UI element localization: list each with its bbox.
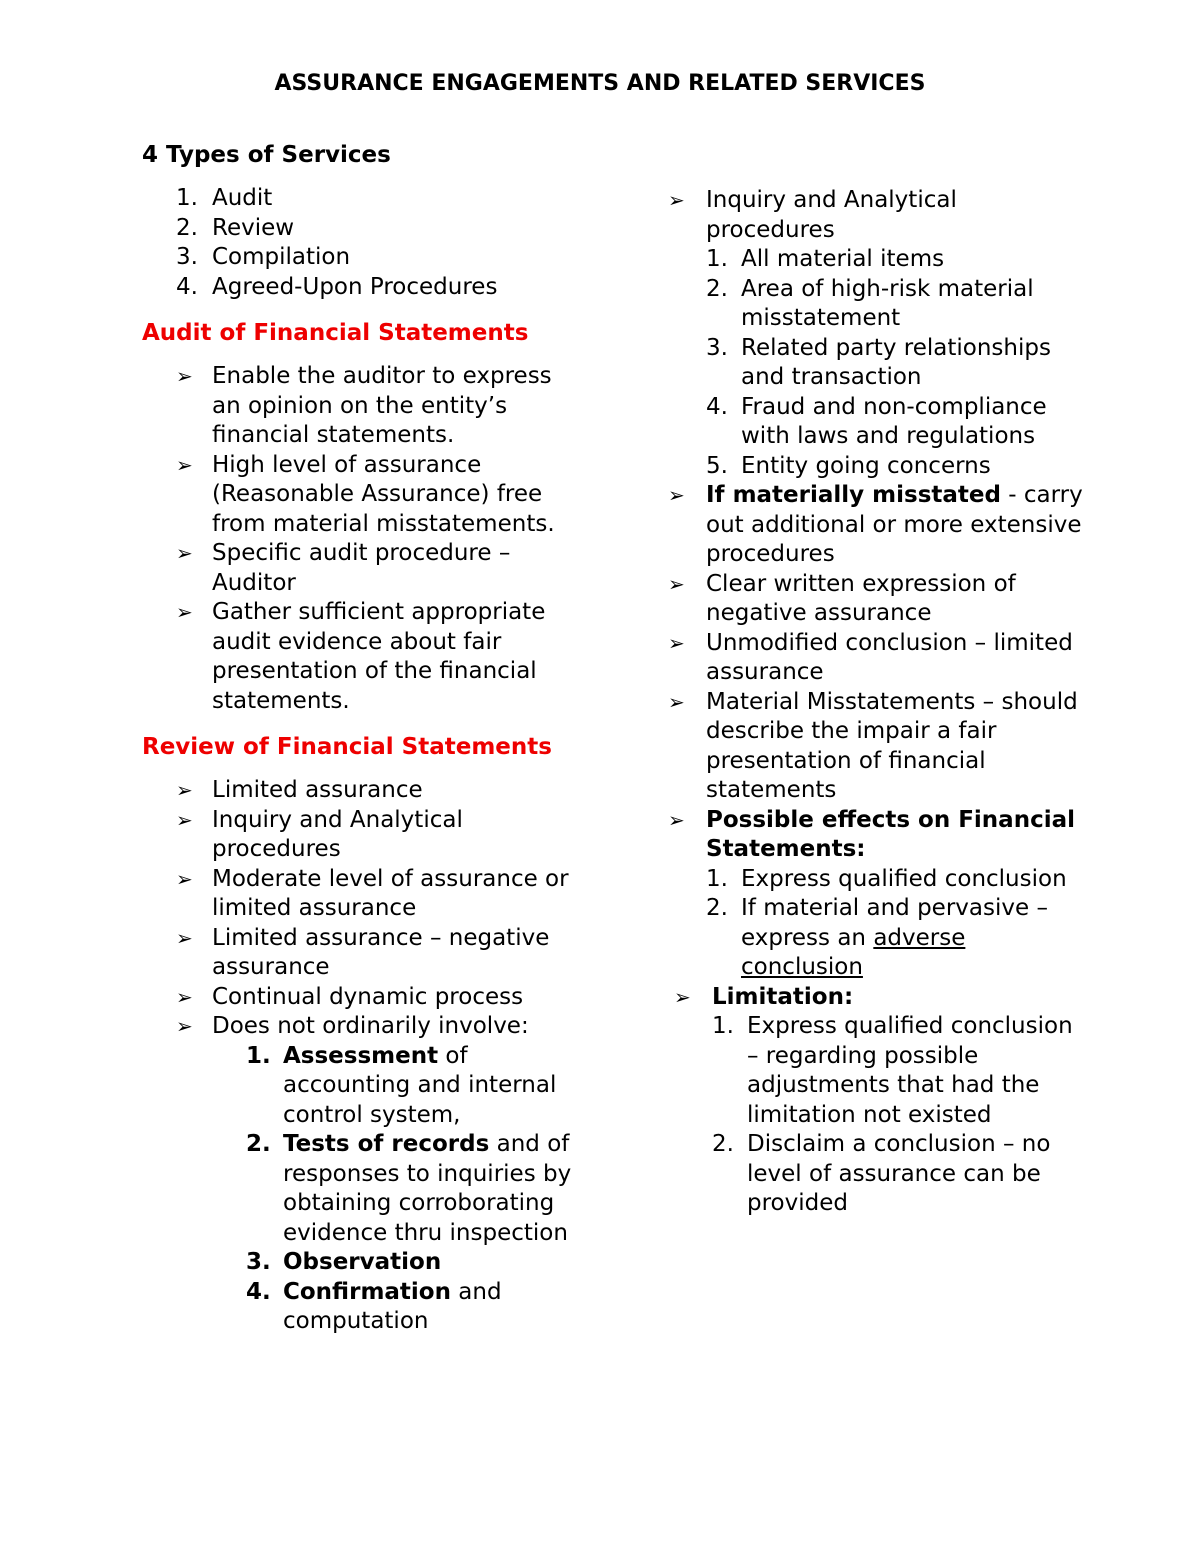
types-heading: 4 Types of Services [142, 142, 391, 168]
list-item: 3. Compilation [176, 244, 351, 270]
arrow-bullet-icon: ➢ [176, 984, 193, 1009]
list-item: 1. Express qualified conclusion [706, 865, 1067, 892]
arrow-bullet-icon: ➢ [176, 1014, 193, 1038]
list-item: 4. Fraud and non-compliance with laws and regulations [706, 393, 1047, 449]
list-item: 2. Area of high-risk material misstatement [706, 275, 1034, 331]
document-title: ASSURANCE ENGAGEMENTS AND RELATED SERVICES [274, 71, 926, 96]
list-item: ➢ Clear written expression of negative assurance [668, 570, 1016, 626]
list-item: ➢ Material Misstatements – should describe the impair a fair presentation of financial statements [668, 688, 1078, 803]
list-item: 2. Tests of records and of responses to inquiries by obtaining corroborating evidence thru inspection [246, 1131, 572, 1246]
inquiry-list [668, 186, 1088, 245]
arrow-bullet-icon: ➢ [668, 483, 685, 507]
not-involve-list [142, 1042, 582, 1337]
list-item: ➢ Limited assurance – negative assurance [176, 924, 550, 980]
list-item: ➢ If materially misstated - carry out additional or more extensive procedures [668, 482, 1083, 567]
list-item: ➢ Possible effects on Financial Statements: [668, 806, 1075, 862]
list-item: ➢ Limitation: [668, 983, 1088, 1013]
arrow-bullet-icon: ➢ [176, 364, 193, 388]
list-item: ➢ High level of assurance (Reasonable Assurance) free from material misstatements. [176, 451, 555, 537]
list-item: ➢ Inquiry and Analytical procedures [176, 806, 463, 862]
list-item: ➢ Inquiry and Analytical procedures [668, 187, 957, 243]
audit-heading: Audit of Financial Statements [142, 320, 529, 346]
effects-list [668, 865, 1088, 983]
list-item: ➢ Enable the auditor to express an opinion on the entity’s financial statements. [176, 363, 552, 448]
list-item: 2. Review [176, 214, 295, 241]
review-list [142, 776, 582, 1042]
list-item: ➢ Specific audit procedure – Auditor [176, 540, 511, 596]
limitation-list [668, 1012, 1088, 1219]
list-item: 3. Related party relationships and transaction [706, 334, 1051, 390]
list-item: 2. Disclaim a conclusion – no level of assurance can be provided [712, 1131, 1051, 1216]
list-item: 1. Assessment of accounting and internal control system, [246, 1042, 557, 1128]
limitation-heading-list [668, 983, 1088, 1013]
arrow-bullet-icon: ➢ [176, 925, 193, 950]
arrow-bullet-icon: ➢ [176, 866, 193, 891]
list-item: 4. Confirmation and computation [246, 1278, 502, 1334]
list-item: 3. Observation [246, 1249, 442, 1275]
arrow-bullet-icon: ➢ [176, 778, 193, 802]
right-column [668, 186, 1088, 1219]
list-item: 1. All material items [706, 246, 945, 272]
list-item: 5. Entity going concerns [706, 452, 991, 479]
list-item: 1. Audit [176, 185, 273, 211]
list-item: ➢ Does not ordinarily involve: [142, 1012, 582, 1042]
list-item: 4. Agreed-Upon Procedures [176, 273, 498, 300]
arrow-bullet-icon: ➢ [176, 807, 193, 832]
list-item: ➢ Limited assurance [142, 776, 582, 806]
arrow-bullet-icon: ➢ [668, 188, 685, 212]
arrow-bullet-icon: ➢ [176, 452, 193, 477]
list-item: ➢ Moderate level of assurance or limited assurance [176, 865, 569, 921]
list-item: 2. If material and pervasive – express an adverse conclusion [706, 895, 1048, 980]
arrow-bullet-icon: ➢ [176, 541, 193, 565]
review-bullets-list [668, 481, 1088, 865]
inquiry-items-list [668, 245, 1088, 481]
review-heading: Review of Financial Statements [142, 734, 552, 760]
audit-list [142, 362, 582, 716]
arrow-bullet-icon: ➢ [668, 571, 685, 596]
left-column [142, 140, 582, 1337]
arrow-bullet-icon: ➢ [176, 600, 193, 624]
arrow-bullet-icon: ➢ [668, 807, 685, 832]
arrow-bullet-icon: ➢ [668, 689, 685, 714]
list-item: ➢ Gather sufficient appropriate audit evidence about fair presentation of the financial statements. [176, 599, 546, 714]
list-item: ➢ Unmodified conclusion – limited assurance [668, 629, 1073, 685]
list-item: 1. Express qualified conclusion – regarding possible adjustments that had the limitation not existed [712, 1013, 1073, 1128]
arrow-bullet-icon: ➢ [668, 630, 685, 655]
arrow-bullet-icon: ➢ [674, 984, 691, 1009]
types-list [142, 184, 582, 302]
list-item: ➢ Continual dynamic process [142, 983, 582, 1013]
